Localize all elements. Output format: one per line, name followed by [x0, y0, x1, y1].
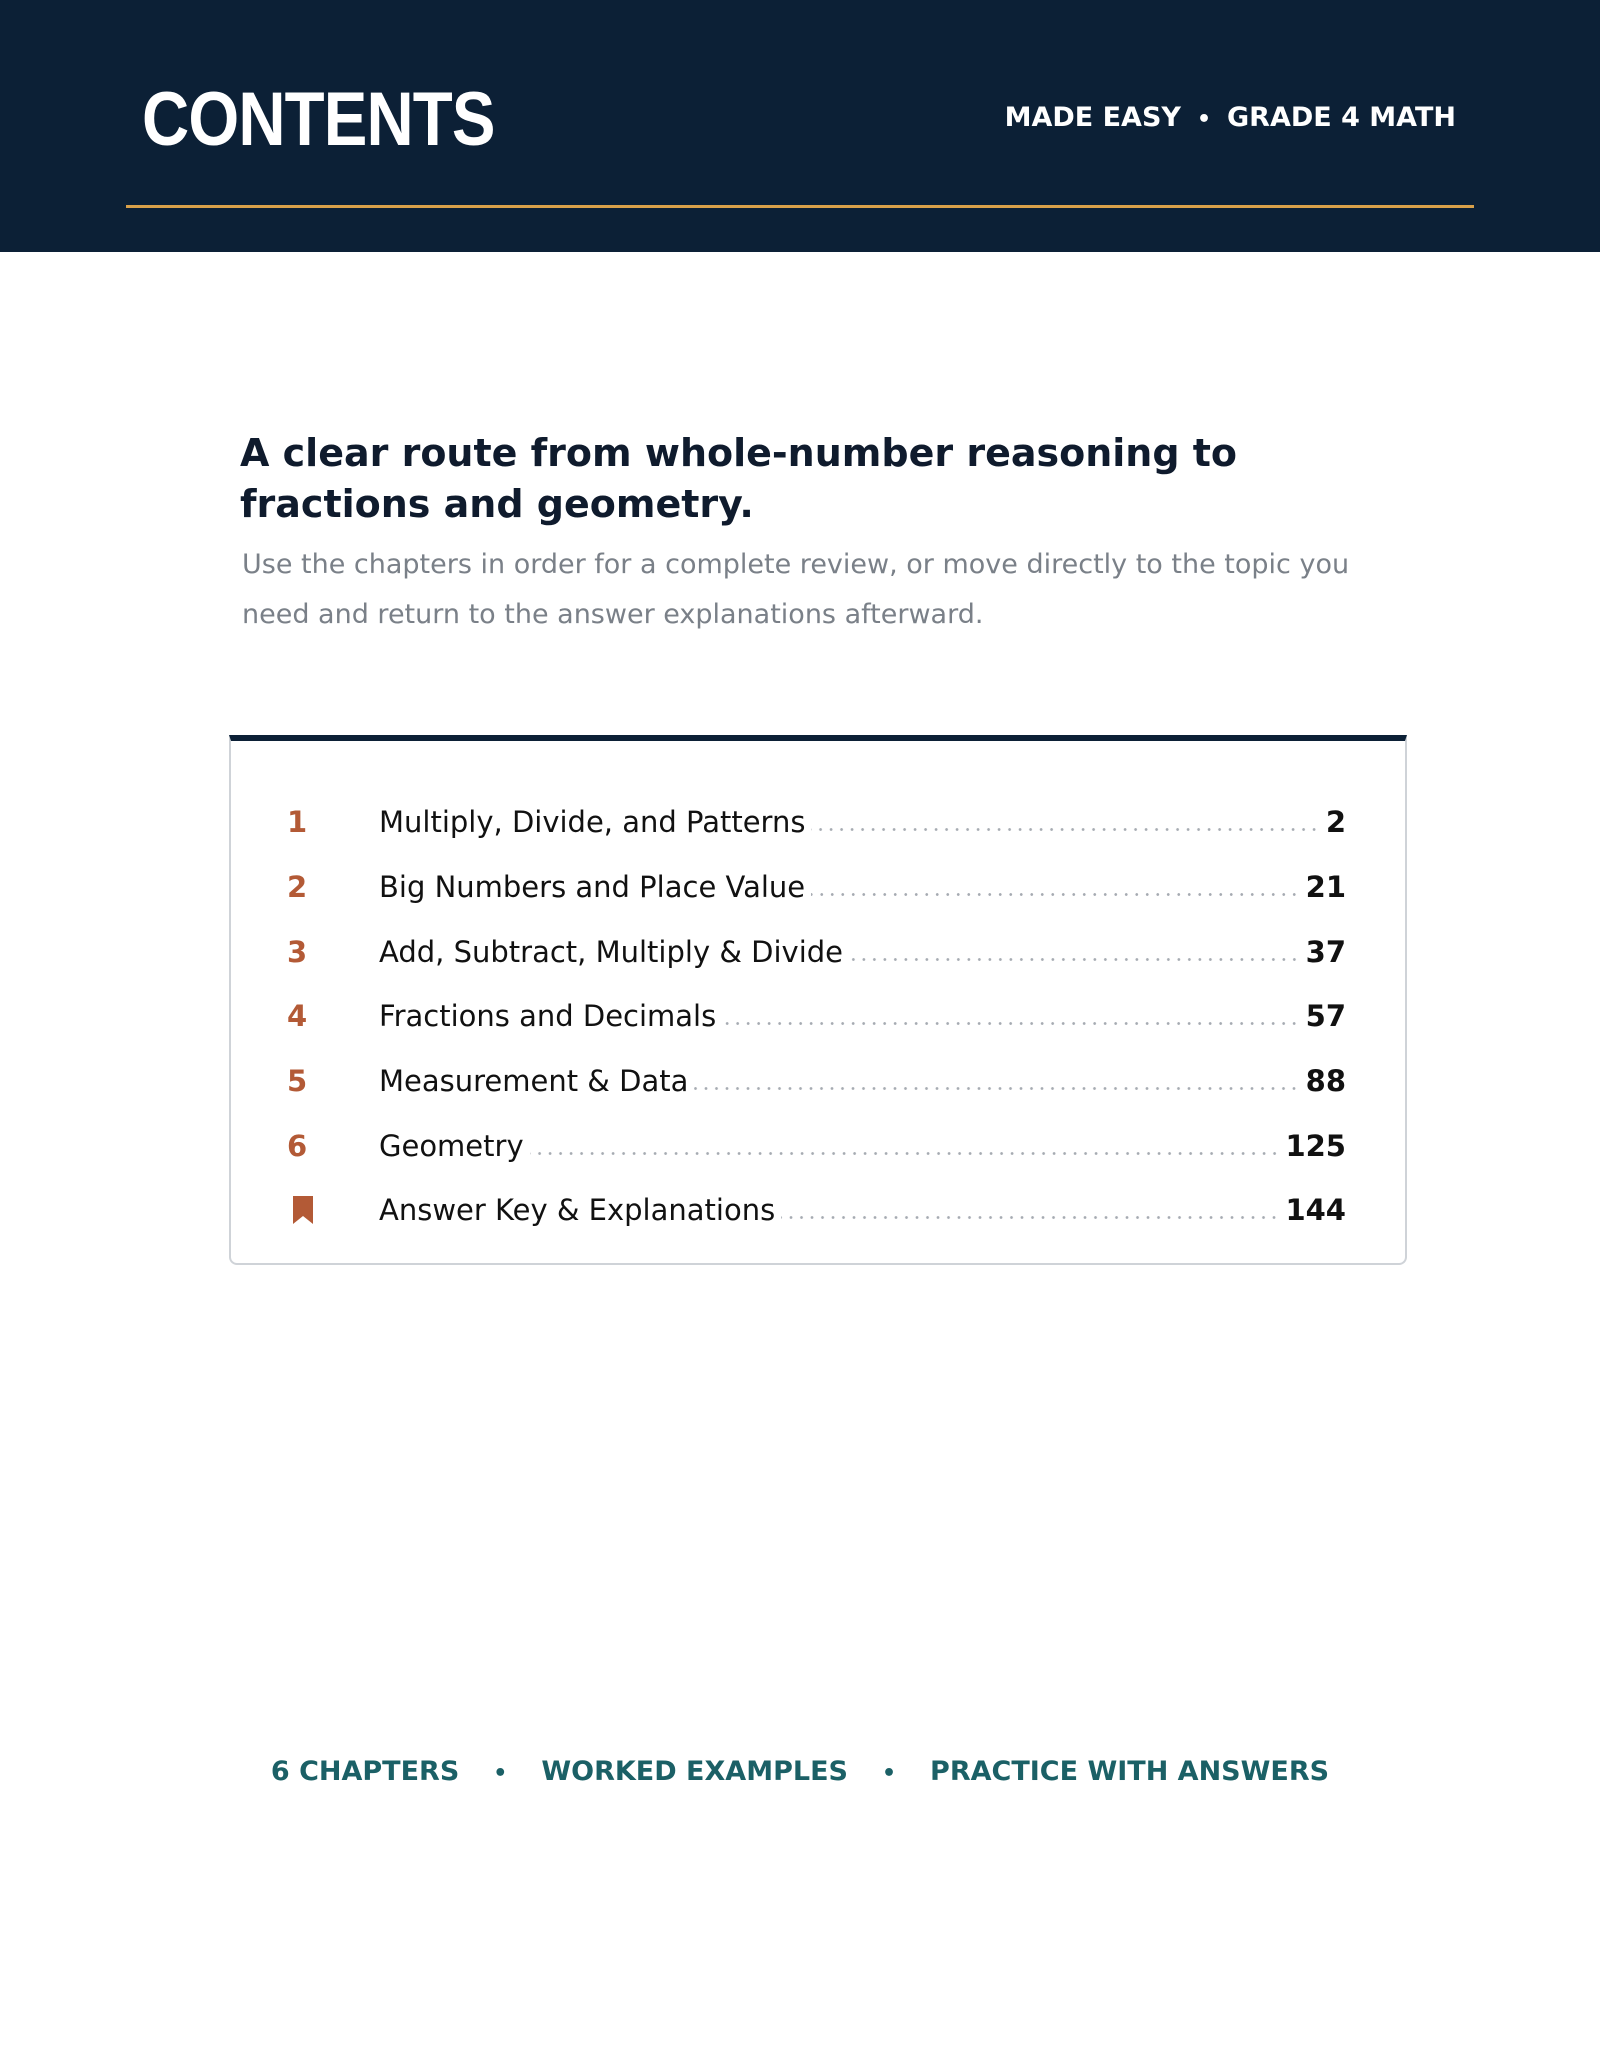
feature-practice: PRACTICE WITH ANSWERS: [930, 1756, 1330, 1787]
chapter-title: Fractions and Decimals: [379, 999, 717, 1033]
chapter-title: Multiply, Divide, and Patterns: [379, 805, 806, 839]
page-number: 21: [1305, 870, 1346, 904]
chapter-number: 2: [287, 870, 308, 904]
page-number: 57: [1305, 999, 1346, 1033]
chapter-title: Big Numbers and Place Value: [379, 870, 806, 904]
toc-line: [379, 927, 1346, 977]
footer-features: [0, 1752, 1600, 1794]
feature-worked-examples: WORKED EXAMPLES: [541, 1756, 848, 1787]
header-divider: [126, 205, 1474, 208]
page-title: CONTENTS: [142, 77, 495, 162]
dot-leader: [530, 1152, 1280, 1155]
table-of-contents: [229, 735, 1407, 1265]
toc-entry-chapter-2[interactable]: [231, 862, 1405, 912]
toc-entry-answer-key[interactable]: [231, 1185, 1405, 1235]
page-number: 37: [1305, 935, 1346, 969]
toc-line: [379, 862, 1346, 912]
toc-line: [379, 1121, 1346, 1171]
chapter-number: 4: [287, 999, 308, 1033]
chapter-number: 3: [287, 935, 308, 969]
subject-name: GRADE 4 MATH: [1227, 102, 1456, 133]
separator-dot: •: [493, 1761, 508, 1786]
page-number: 125: [1285, 1129, 1346, 1163]
toc-entry-chapter-1[interactable]: [231, 797, 1405, 847]
chapter-title: Add, Subtract, Multiply & Divide: [379, 935, 844, 969]
chapter-number: 5: [287, 1064, 308, 1098]
toc-entry-chapter-5[interactable]: [231, 1056, 1405, 1106]
toc-entry-chapter-3[interactable]: [231, 927, 1405, 977]
chapter-number: 6: [287, 1129, 308, 1163]
bookmark-icon: [293, 1196, 313, 1224]
page-number: 88: [1305, 1064, 1346, 1098]
intro-heading: A clear route from whole-number reasoning to fractions and geometry.: [240, 431, 1238, 526]
dot-leader: [722, 1022, 1299, 1025]
toc-line: [379, 1185, 1346, 1235]
chapter-number: 1: [287, 805, 308, 839]
toc-entry-chapter-6[interactable]: [231, 1121, 1405, 1171]
dot-leader: [694, 1087, 1299, 1090]
series-name: MADE EASY: [1004, 102, 1181, 133]
toc-line: [379, 991, 1346, 1041]
separator-dot: •: [1196, 107, 1212, 132]
answer-key-title: Answer Key & Explanations: [379, 1193, 776, 1227]
dot-leader: [811, 828, 1319, 831]
toc-entry-chapter-4[interactable]: [231, 991, 1405, 1041]
dot-leader: [849, 958, 1300, 961]
toc-line: [379, 1056, 1346, 1106]
header-band: [0, 0, 1600, 252]
chapter-title: Measurement & Data: [379, 1064, 689, 1098]
separator-dot: •: [881, 1761, 897, 1786]
feature-chapters: 6 CHAPTERS: [270, 1756, 460, 1787]
page-number: 144: [1285, 1193, 1346, 1227]
dot-leader: [811, 893, 1300, 896]
intro-text: Use the chapters in order for a complete review, or move directly to the topic you need and return to the answer explanations afterward.: [242, 549, 1350, 630]
book-series-label: [1005, 98, 1456, 140]
toc-line: [379, 797, 1346, 847]
dot-leader: [781, 1216, 1279, 1219]
page-number: 2: [1325, 805, 1346, 839]
chapter-title: Geometry: [379, 1129, 524, 1163]
